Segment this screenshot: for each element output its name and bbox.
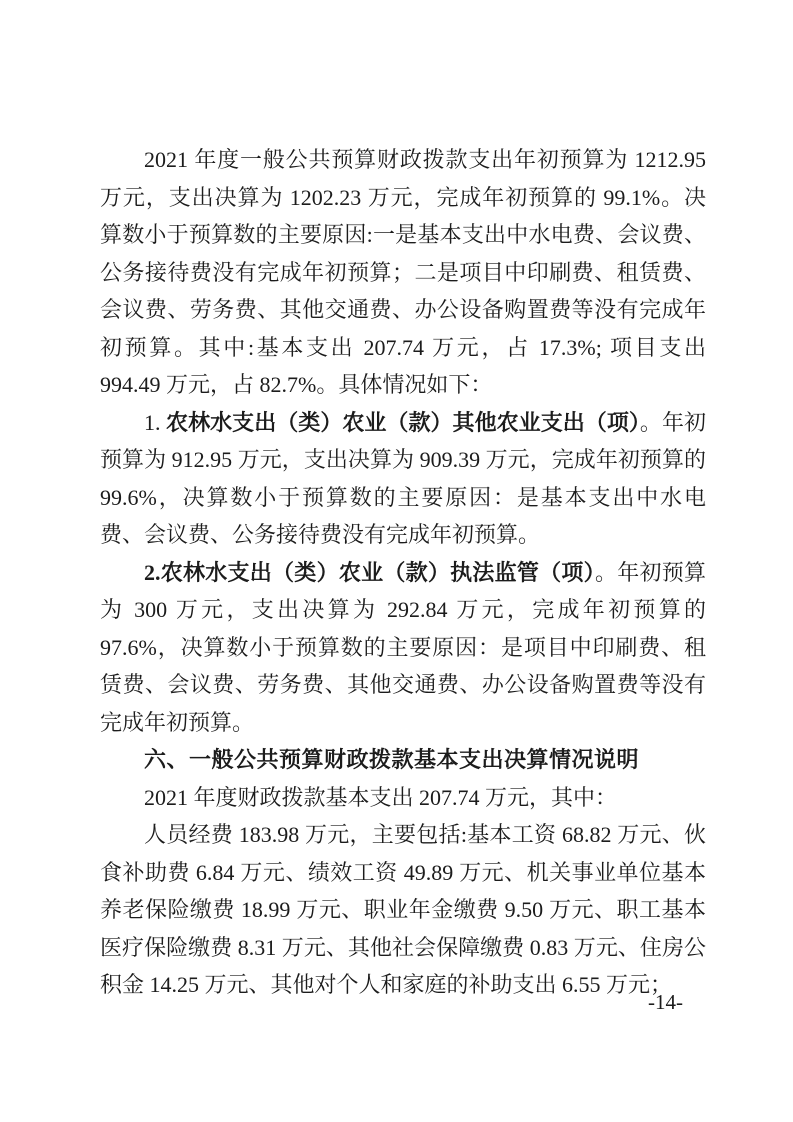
item-2-number: 2. (144, 559, 161, 585)
item-1-title: 农林水支出（类）农业（款）其他农业支出（项） (166, 409, 640, 435)
item-1-number: 1. (144, 409, 167, 435)
item-2-title: 农林水支出（类）农业（款）执法监管（项） (160, 559, 595, 585)
item-1-body: 。年初预算为 912.95 万元，支出决算为 909.39 万元，完成年初预算的 99.6%，决算数小于预算数的主要原因：是基本支出中水电费、会议费、公务接待费没有完成年初预算。 (100, 409, 706, 547)
paragraph-basic-expense: 2021 年度财政拨款基本支出 207.74 万元，其中： (144, 784, 618, 810)
paragraph-item-1 (100, 404, 706, 554)
document-content (100, 141, 706, 1004)
page-number: -14- (648, 990, 683, 1014)
paragraph-item-2 (100, 554, 706, 742)
item-2-body: 。年初预算为 300 万元，支出决算为 292.84 万元，完成年初预算的 97.6%，决算数小于预算数的主要原因：是项目中印刷费、租赁费、会议费、劳务费、其他交通费、办公设备购置费等没有完成年初预算。 (100, 559, 706, 735)
overview-text: 2021 年度一般公共预算财政拨款支出年初预算为 1212.95 万元，支出决算为 1202.23 万元，完成年初预算的 99.1%。决算数小于预算数的主要原因:一是基本支出中水电费、会议费、公务接待费没有完成年初预算；二是项目中印刷费、租赁费、会议费、劳务费、其他交通费、办公设备购置费等没有完成年初预算。其中:基本支出 207.74 万元，占 17.3%; 项目支出 994.49 万元，占 82.7%。具体情况如下： (100, 147, 706, 397)
paragraph-overview (100, 141, 706, 404)
paragraph-personnel: 人员经费 183.98 万元，主要包括:基本工资 68.82 万元、伙食补助费 6.84 万元、绩效工资 49.89 万元、机关事业单位基本养老保险缴费 18.99 万元、职业年金缴费 9.50 万元、职工基本医疗保险缴费 8.31 万元、其他社会保障缴费 0.83 万元、住房公积金 14.25 万元、其他对个人和家庭的补助支出 6.55 万元； (100, 822, 706, 997)
section-6-heading: 六、一般公共预算财政拨款基本支出决算情况说明 (144, 747, 640, 772)
